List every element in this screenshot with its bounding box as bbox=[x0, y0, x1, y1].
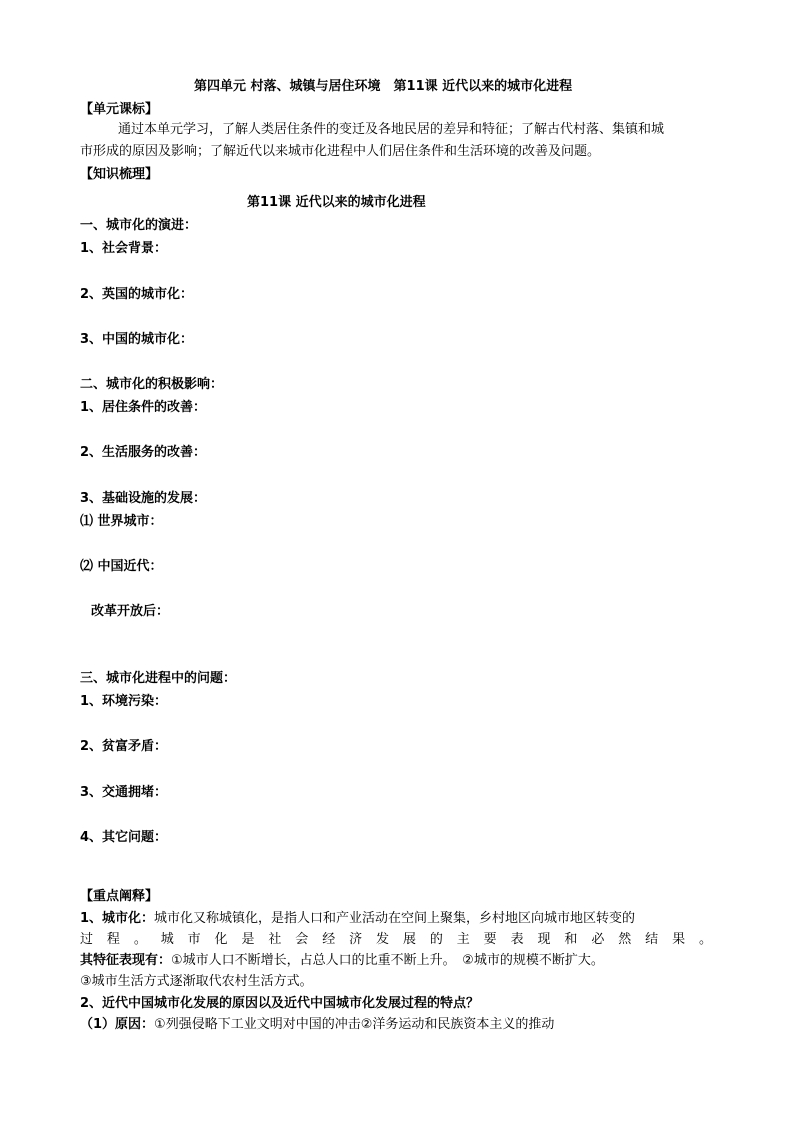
section-3-item-3: 3、交通拥堵： bbox=[80, 785, 168, 800]
section-2-item-3: 3、基础设施的发展： bbox=[80, 491, 207, 506]
key-point-1-label: 1、城市化： bbox=[80, 911, 155, 926]
section-1-item-2: 2、英国的城市化： bbox=[80, 287, 194, 302]
key-point-1-line-3 bbox=[80, 952, 604, 970]
section-3-item-4: 4、其它问题： bbox=[80, 830, 168, 845]
key-point-1-line-2: 过程。城市化是社会经济发展的主要表现和必然结果。 bbox=[80, 932, 714, 947]
key-point-1-line-1 bbox=[80, 910, 635, 928]
unit-standard-line-2: 市形成的原因及影响；了解近代以来城市化进程中人们居住条件和生活环境的改善及问题。 bbox=[80, 144, 601, 159]
key-points-heading: 【重点阐释】 bbox=[80, 889, 159, 904]
section-2-sub-1: ⑴ 世界城市： bbox=[80, 514, 163, 529]
lesson-title: 第11课 近代以来的城市化进程 bbox=[247, 195, 426, 210]
knowledge-heading: 【知识梳理】 bbox=[80, 167, 159, 182]
section-2-item-2: 2、生活服务的改善： bbox=[80, 445, 207, 460]
section-2-item-1: 1、居住条件的改善： bbox=[80, 400, 207, 415]
page-title: 第四单元 村落、城镇与居住环境 第11课 近代以来的城市化进程 bbox=[194, 79, 573, 94]
key-point-1-line-4: ③城市生活方式逐渐取代农村生活方式。 bbox=[80, 974, 313, 989]
key-point-2-cause-text: ①列强侵略下工业文明对中国的冲击②洋务运动和民族资本主义的推动 bbox=[154, 1017, 555, 1032]
key-point-2-cause bbox=[80, 1016, 554, 1034]
section-3-item-1: 1、环境污染： bbox=[80, 694, 168, 709]
section-3-title: 三、城市化进程中的问题： bbox=[80, 671, 237, 686]
key-point-1-feature-text: ①城市人口不断增长，占总人口的比重不断上升。 ②城市的规模不断扩大。 bbox=[171, 953, 604, 968]
section-1-item-1: 1、社会背景： bbox=[80, 241, 168, 256]
key-point-1-text: 城市化又称城镇化，是指人口和产业活动在空间上聚集，乡村地区向城市地区转变的 bbox=[154, 911, 636, 926]
key-point-1-feature-label: 其特征表现有： bbox=[80, 953, 172, 968]
key-point-2-question: 2、近代中国城市化发展的原因以及近代中国城市化发展过程的特点？ bbox=[80, 996, 480, 1011]
unit-standard-line-1: 通过本单元学习，了解人类居住条件的变迁及各地民居的差异和特征；了解古代村落、集镇和城 bbox=[118, 122, 665, 137]
section-3-item-2: 2、贫富矛盾： bbox=[80, 739, 168, 754]
section-2-title: 二、城市化的积极影响： bbox=[80, 377, 224, 392]
section-1-title: 一、城市化的演进： bbox=[80, 218, 198, 233]
section-1-item-3: 3、中国的城市化： bbox=[80, 332, 194, 347]
key-point-2-cause-label: （1）原因： bbox=[80, 1017, 155, 1032]
section-2-sub-2: ⑵ 中国近代： bbox=[80, 559, 163, 574]
section-2-sub-3: 改革开放后： bbox=[91, 604, 170, 619]
unit-standard-heading: 【单元课标】 bbox=[80, 102, 159, 117]
